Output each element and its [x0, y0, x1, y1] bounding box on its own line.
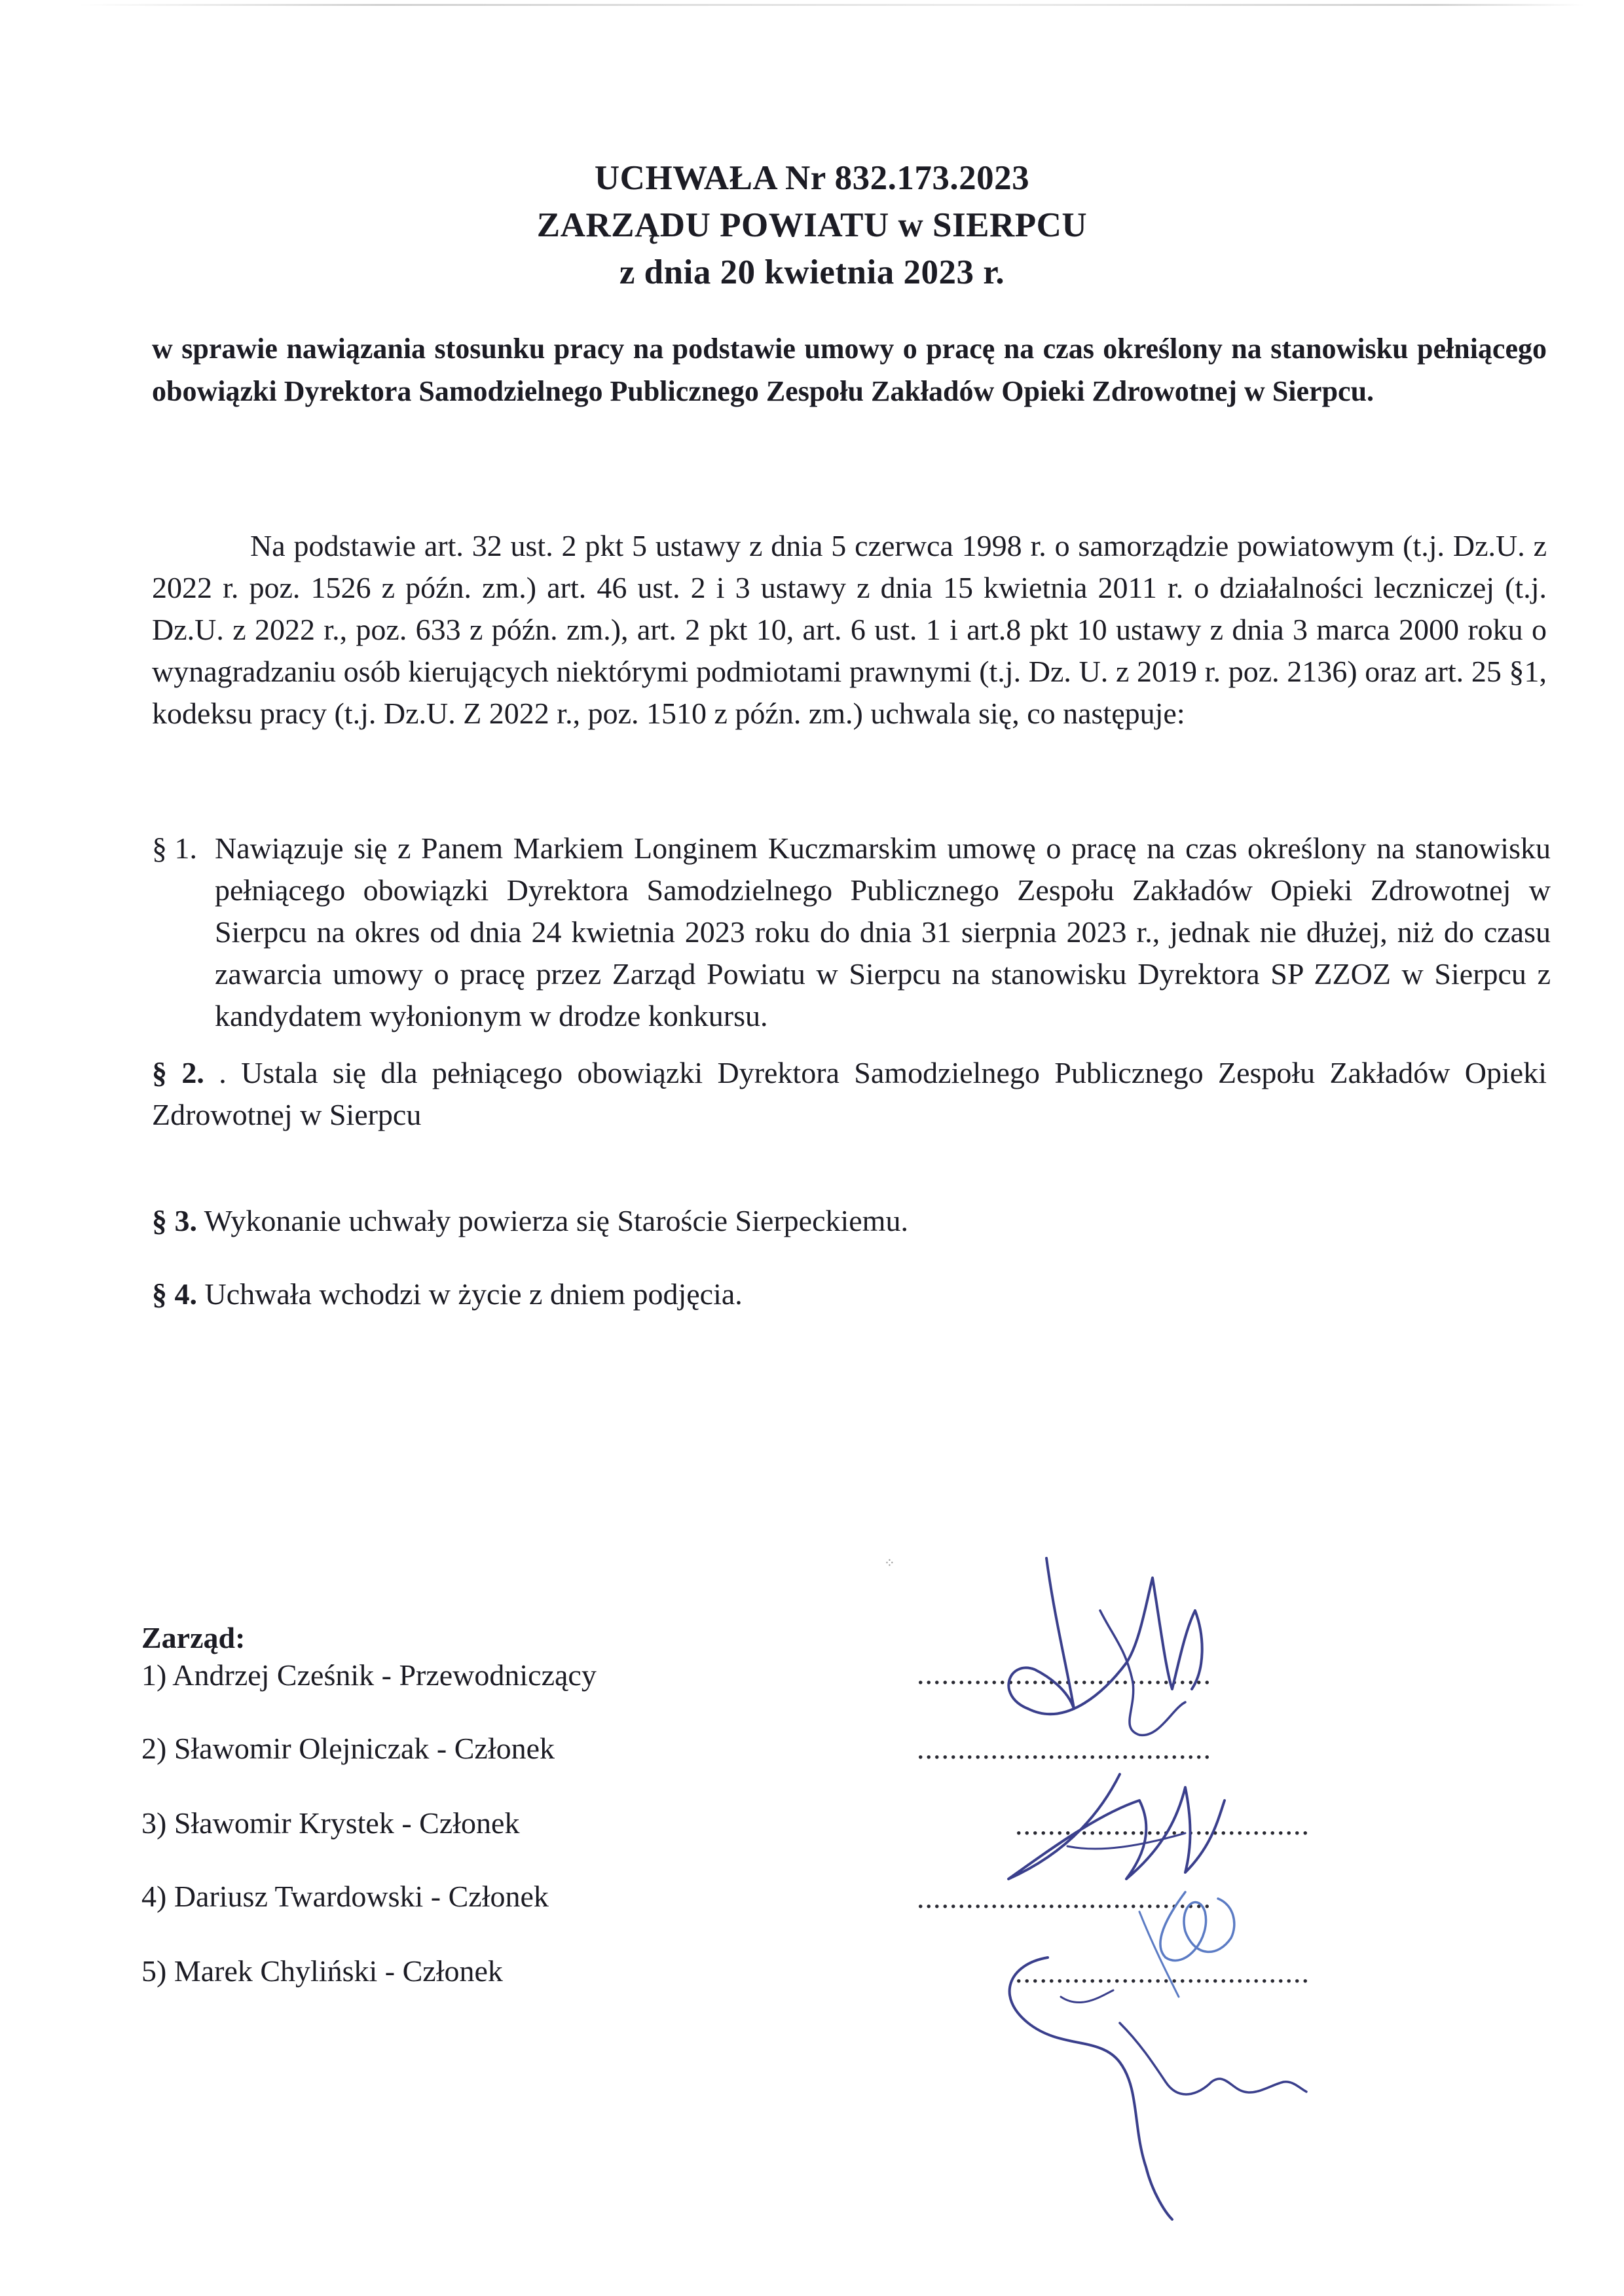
- resolution-header: [0, 155, 1624, 296]
- section-4: [152, 1273, 1547, 1315]
- section-4-text: Uchwała wchodzi w życie z dniem podjęcia.: [197, 1277, 743, 1311]
- section-4-mark: § 4.: [152, 1277, 197, 1311]
- board-list: [141, 1617, 862, 1988]
- resolution-subject: w sprawie nawiązania stosunku pracy na podstawie umowy o pracę na czas określony na stanowisku pełniącego obowiązki Dyrektora Samodzielnego Publicznego Zespołu Zakładów Opieki Zdrowotnej w Sierpcu.: [152, 333, 1547, 407]
- section-3-mark: § 3.: [152, 1204, 197, 1237]
- board-member-2: 2) Sławomir Olejniczak - Członek: [141, 1732, 555, 1765]
- resolution-date: z dnia 20 kwietnia 2023 r.: [619, 253, 1005, 291]
- board-member-5: 5) Marek Chyliński - Członek: [141, 1954, 503, 1988]
- section-2: [152, 1052, 1547, 1136]
- section-1-mark: § 1.: [152, 831, 197, 865]
- section-1-text: Nawiązuje się z Panem Markiem Longinem Kuczmarskim umowę o pracę na czas określony na stanowisku pełniącego obowiązki Dyrektora Samodzielnego Publicznego Zespołu Zakładów Opieki Zdrowotnej w Sierpcu na okres od dnia 24 kwietnia 2023 roku do dnia 31 sierpnia 2023 r., jednak nie dłużej, niż do czasu zawarcia umowy o pracę przez Zarząd Powiatu w Sierpcu na stanowisku Dyrektora SP ZZOZ w Sierpcu z kandydatem wyłonionym w drodze konkursu.: [215, 831, 1551, 1032]
- section-1: [152, 828, 1551, 1032]
- issuing-body: ZARZĄDU POWIATU w SIERPCU: [536, 206, 1088, 244]
- section-3: [152, 1200, 1547, 1242]
- resolution-number: UCHWAŁA Nr 832.173.2023: [594, 159, 1030, 197]
- signature-line-1: ....................................: [917, 1657, 1211, 1690]
- handwritten-signatures: [969, 1539, 1323, 2232]
- section-2-mark: § 2.: [152, 1056, 204, 1089]
- board-title: Zarząd:: [141, 1621, 246, 1654]
- signature-line-4: ....................................: [917, 1881, 1211, 1914]
- signature-line-5: ....................................: [1015, 1956, 1310, 1989]
- scan-edge: [79, 4, 1585, 6]
- legal-basis-preamble: Na podstawie art. 32 ust. 2 pkt 5 ustawy z dnia 5 czerwca 1998 r. o samorządzie powiatowym (t.j. Dz.U. z 2022 r. poz. 1526 z późn. zm.) art. 46 ust. 2 i 3 ustawy z dnia 15 kwietnia 2011 r. o działalności leczniczej (t.j. Dz.U. z 2022 r., poz. 633 z późn. zm.), art. 2 pkt 10, art. 6 ust. 1 i art.8 pkt 10 ustawy z dnia 3 marca 2000 roku o wynagradzaniu osób kierujących niektórymi podmiotami prawnymi (t.j. Dz. U. z 2019 r. poz. 2136) oraz art. 25 §1, kodeksu pracy (t.j. Dz.U. Z 2022 r., poz. 1510 z późn. zm.) uchwala się, co następuje:: [152, 529, 1547, 730]
- board-member-4: 4) Dariusz Twardowski - Członek: [141, 1880, 549, 1913]
- board-member-3: 3) Sławomir Krystek - Członek: [141, 1806, 520, 1840]
- section-3-text: Wykonanie uchwały powierza się Staroście Sierpeckiemu.: [197, 1204, 908, 1237]
- section-2-text: . Ustala się dla pełniącego obowiązki Dyrektora Samodzielnego Publicznego Zespołu Zakładów Opieki Zdrowotnej w Sierpcu: [152, 1056, 1547, 1131]
- board-member-1: 1) Andrzej Cześnik - Przewodniczący: [141, 1658, 597, 1692]
- signature-line-3: ....................................: [1015, 1808, 1310, 1841]
- signature-line-2: ....................................: [917, 1732, 1211, 1765]
- scan-speck: ⁘: [884, 1556, 895, 1571]
